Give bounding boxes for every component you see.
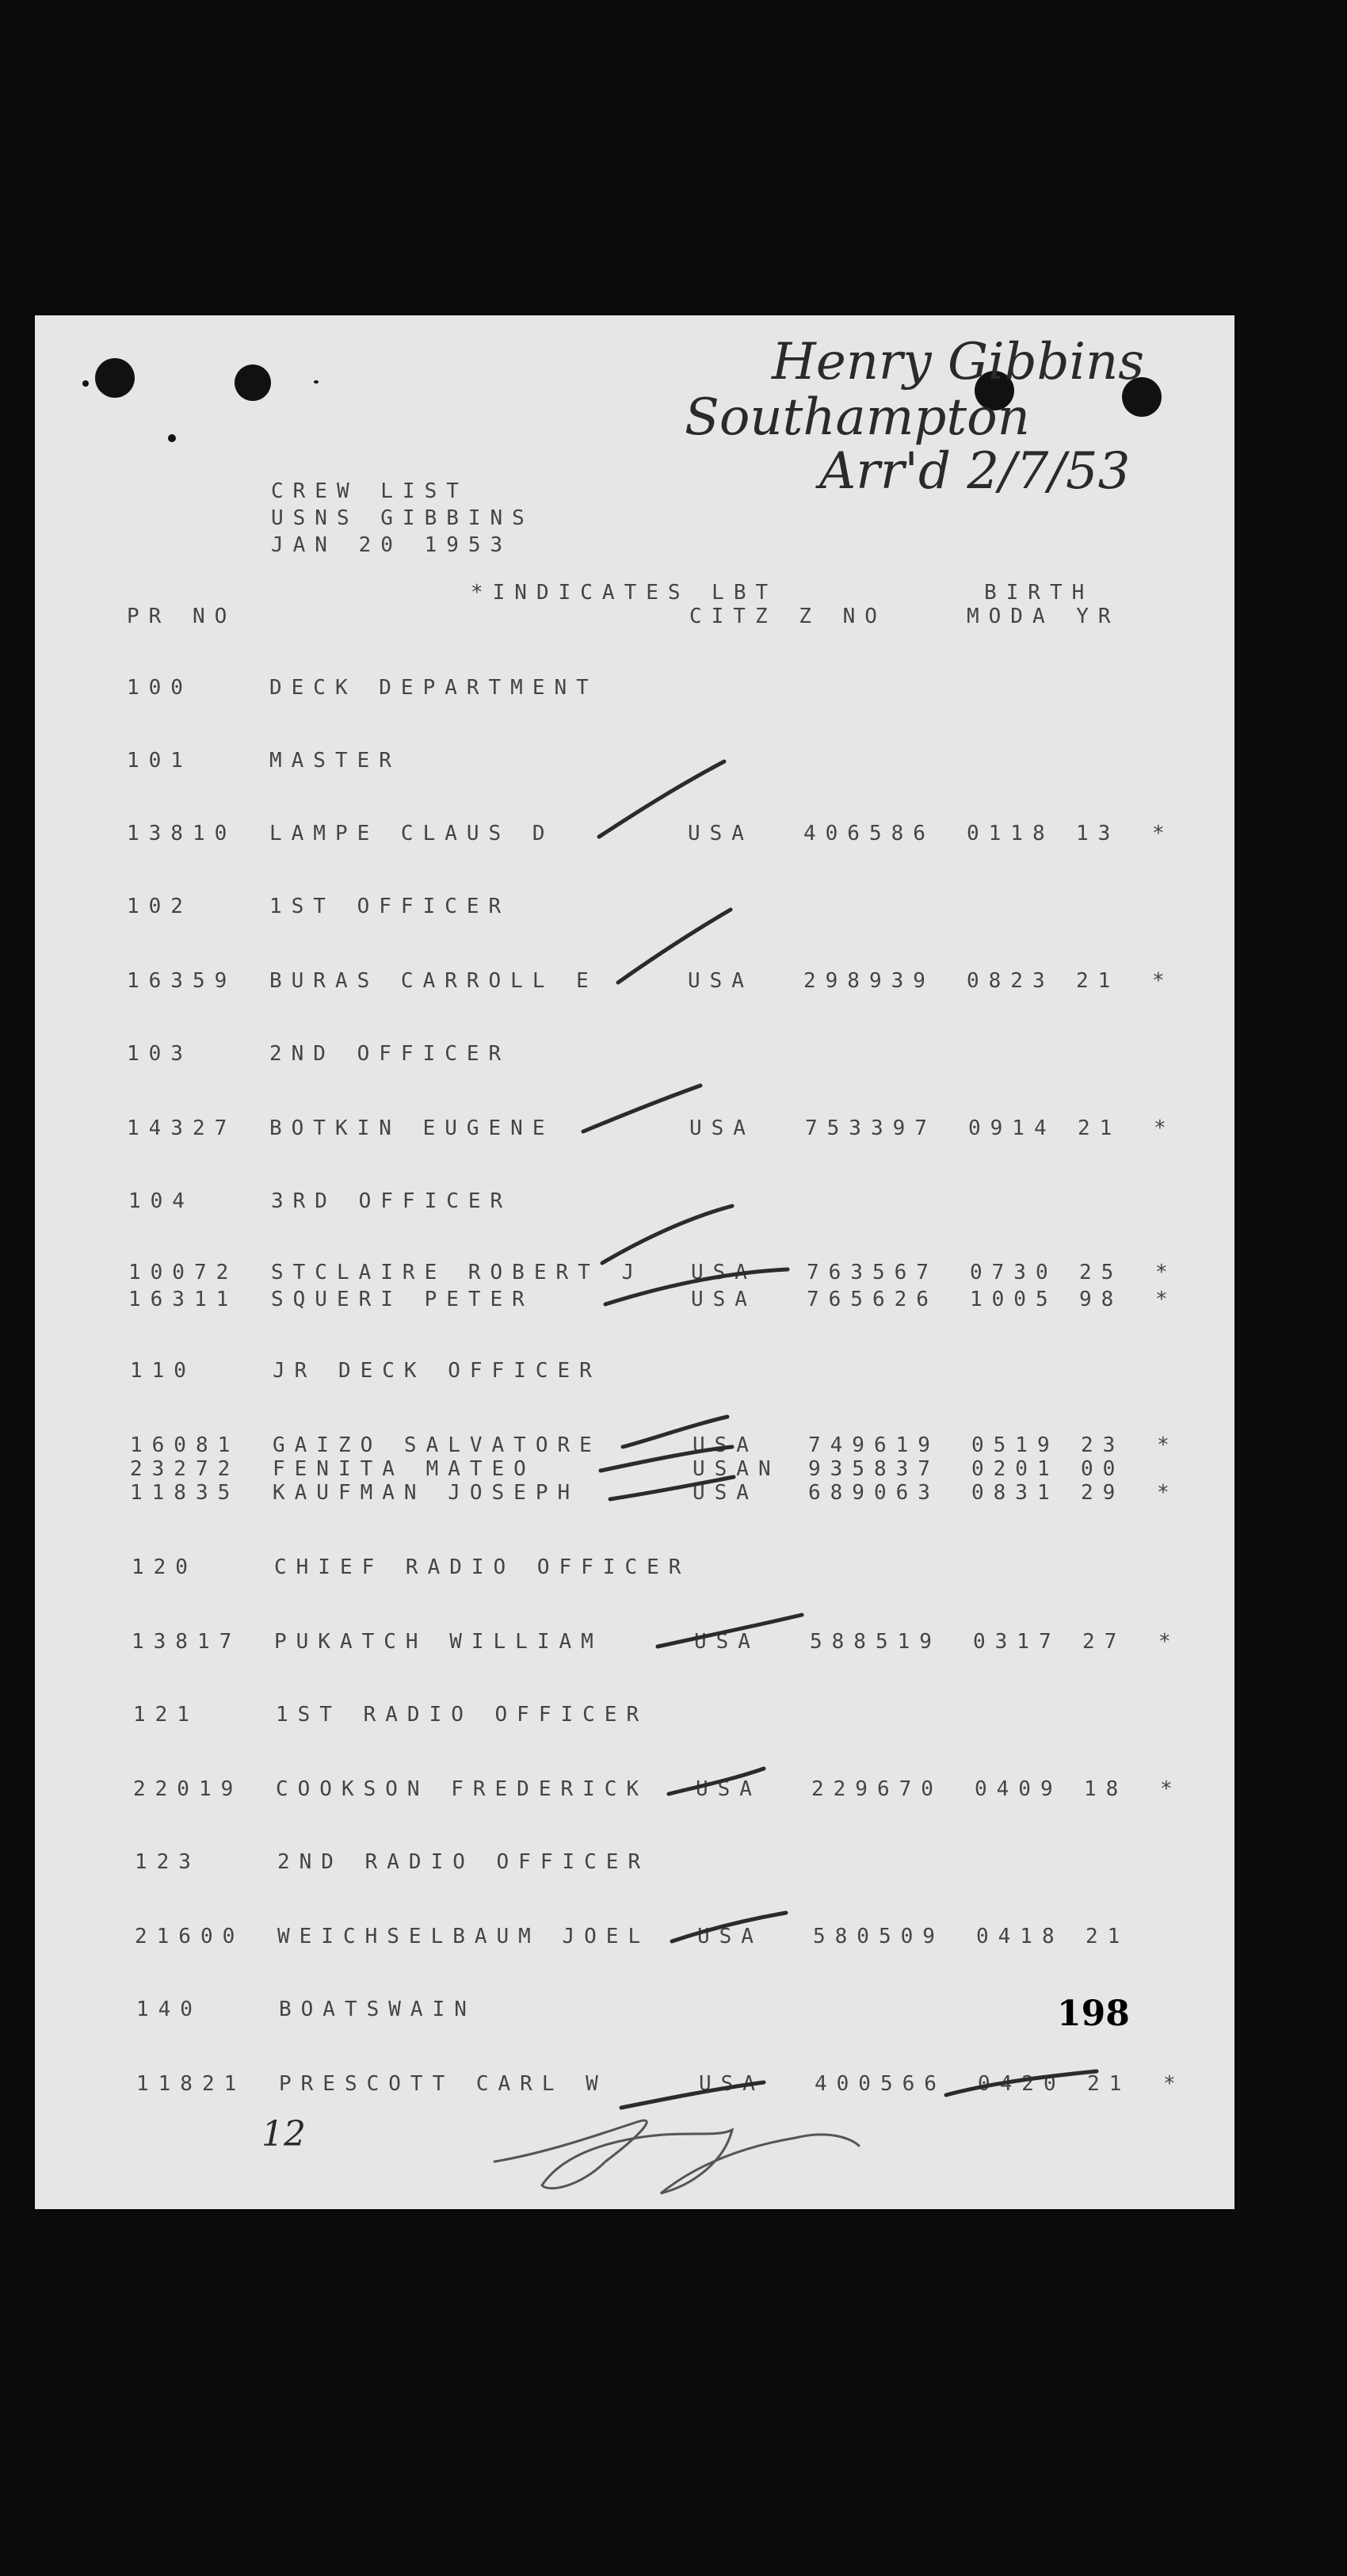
header-citz-z-no: CITZ Z NO [689,605,887,628]
pr-number: 22019 [133,1777,243,1801]
birth-yr: 21 [1086,1925,1130,1948]
citizenship: USA [694,1630,760,1654]
handwritten-margin-mark: 12 [261,2114,306,2154]
birth-yr: 98 [1079,1288,1124,1311]
lbt-star: * [1157,1433,1179,1457]
citizenship: USA [688,822,754,845]
birth-moda: 0519 [971,1433,1059,1457]
crew-name: COOKSON FREDERICK [276,1777,649,1801]
pr-number: 100 [127,676,193,700]
lbt-star: * [1160,1777,1182,1801]
lbt-star: * [1163,2072,1185,2096]
birth-moda: 0418 [976,1925,1064,1948]
position-heading: 2ND RADIO OFFICER [277,1850,651,1874]
pr-number: 16359 [127,969,237,993]
birth-yr: 23 [1081,1433,1125,1457]
z-number: 298939 [803,969,935,993]
pr-number: 16311 [128,1288,238,1311]
page-number: 198 [1057,1994,1130,2034]
document-page [35,315,1234,2209]
pr-number: 13810 [127,822,237,845]
crew-name: STCLAIRE ROBERT J [271,1261,644,1284]
pr-number: 13817 [132,1630,242,1654]
birth-yr: 21 [1078,1116,1122,1140]
ink-speck [82,380,89,387]
birth-moda: 1005 [970,1288,1058,1311]
pr-number: 11821 [136,2072,246,2096]
title-crew-list: CREW LIST [271,479,468,503]
header-indicates-lbt: *INDICATES LBT [471,581,778,605]
handwritten-arrival: Arr'd 2/7/53 [819,442,1131,501]
lbt-star: * [1152,822,1174,845]
pr-number: 102 [127,895,193,918]
citizenship: USA [691,1261,757,1284]
citizenship: USAN [693,1457,780,1481]
position-heading: 1ST OFFICER [269,895,511,918]
citizenship: USA [691,1288,757,1311]
birth-yr: 25 [1079,1261,1124,1284]
header-moda-yr: MODA YR [967,605,1120,628]
citizenship: USA [693,1433,758,1457]
birth-yr: 00 [1081,1457,1125,1481]
birth-moda: 0730 [970,1261,1058,1284]
z-number: 588519 [810,1630,941,1654]
pr-number: 16081 [130,1433,240,1457]
pr-number: 10072 [128,1261,238,1284]
pr-number: 120 [132,1555,197,1579]
citizenship: USA [697,1925,763,1948]
header-birth: BIRTH [984,581,1094,605]
lbt-star: * [1157,1481,1179,1505]
z-number: 689063 [808,1481,940,1505]
crew-name: KAUFMAN JOSEPH [273,1481,580,1505]
crew-name: BOTKIN EUGENE [269,1116,555,1140]
lbt-star: * [1155,1288,1177,1311]
z-number: 749619 [808,1433,940,1457]
lbt-star: * [1154,1116,1176,1140]
z-number: 406586 [803,822,935,845]
pr-number: 104 [128,1189,194,1213]
handwritten-ship-name: Henry Gibbins [772,333,1145,391]
pr-number: 21600 [135,1925,245,1948]
pr-number: 101 [127,749,193,773]
lbt-star: * [1158,1630,1181,1654]
z-number: 765626 [807,1288,938,1311]
position-heading: 2ND OFFICER [269,1042,511,1066]
crew-name: LAMPE CLAUS D [269,822,555,845]
z-number: 580509 [813,1925,944,1948]
lbt-star: * [1155,1261,1177,1284]
citizenship: USA [688,969,754,993]
header-pr-no: PR NO [127,605,237,628]
z-number: 753397 [805,1116,937,1140]
crew-name: WEICHSELBAUM JOEL [277,1925,651,1948]
birth-yr: 27 [1082,1630,1127,1654]
pr-number: 14327 [127,1116,237,1140]
crew-name: BURAS CARROLL E [269,969,598,993]
crew-name: FENITA MATEO [273,1457,536,1481]
pr-number: 110 [130,1359,196,1383]
birth-moda: 0201 [971,1457,1059,1481]
position-heading: JR DECK OFFICER [273,1359,601,1383]
handwritten-port: Southampton [685,388,1030,447]
citizenship: USA [689,1116,755,1140]
title-ship: USNS GIBBINS [271,506,534,530]
position-heading: 3RD OFFICER [271,1189,513,1213]
z-number: 400566 [815,2072,946,2096]
crew-name: SQUERI PETER [271,1288,534,1311]
z-number: 229670 [811,1777,943,1801]
crew-name: GAIZO SALVATORE [273,1433,601,1457]
z-number: 763567 [807,1261,938,1284]
pr-number: 123 [135,1850,200,1874]
birth-yr: 29 [1081,1481,1125,1505]
birth-yr: 21 [1076,969,1120,993]
birth-moda: 0420 [978,2072,1066,2096]
birth-moda: 0317 [973,1630,1061,1654]
birth-moda: 0409 [975,1777,1063,1801]
crew-name: PUKATCH WILLIAM [274,1630,603,1654]
crew-name: PRESCOTT CARL W [279,2072,608,2096]
birth-moda: 0118 [967,822,1055,845]
birth-moda: 0831 [971,1481,1059,1505]
birth-yr: 18 [1084,1777,1128,1801]
ink-speck [168,434,176,442]
z-number: 935837 [808,1457,940,1481]
title-date: JAN 20 1953 [271,533,513,557]
position-heading: CHIEF RADIO OFFICER [274,1555,691,1579]
pr-number: 140 [136,1998,202,2021]
position-heading: 1ST RADIO OFFICER [276,1703,649,1727]
position-heading: BOATSWAIN [279,1998,476,2021]
ink-speck [314,380,319,384]
birth-yr: 13 [1076,822,1120,845]
pr-number: 11835 [130,1481,240,1505]
lbt-star: * [1152,969,1174,993]
citizenship: USA [699,2072,765,2096]
birth-moda: 0914 [968,1116,1056,1140]
birth-yr: 21 [1087,2072,1131,2096]
punch-hole-center [235,364,271,401]
citizenship: USA [696,1777,761,1801]
punch-hole-left [95,358,135,398]
department-heading: DECK DEPARTMENT [269,676,598,700]
citizenship: USA [693,1481,758,1505]
position-heading: MASTER [269,749,401,773]
pr-number: 121 [133,1703,199,1727]
birth-moda: 0823 [967,969,1055,993]
pr-number: 23272 [130,1457,240,1481]
pr-number: 103 [127,1042,193,1066]
